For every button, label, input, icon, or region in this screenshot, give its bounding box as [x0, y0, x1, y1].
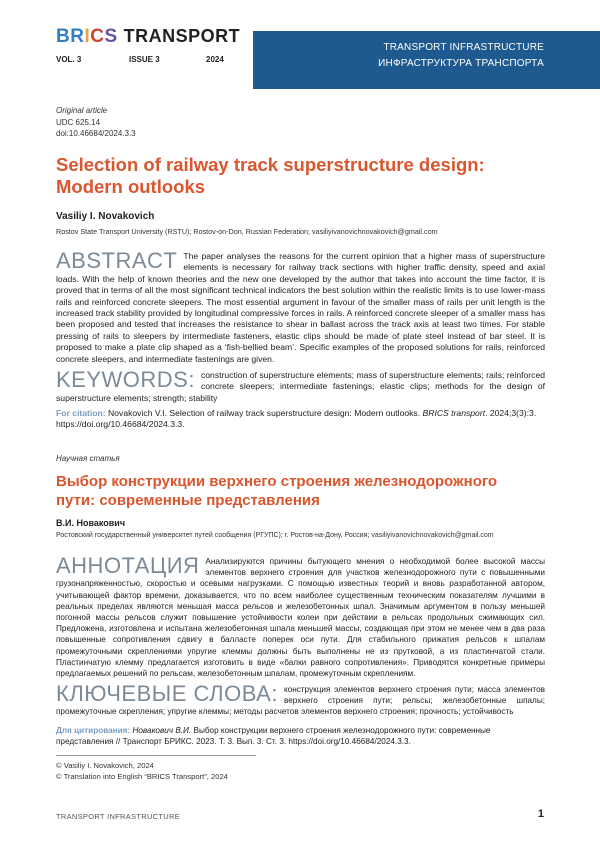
logo-part: C: [90, 26, 105, 47]
page-number: 1: [537, 808, 544, 820]
keywords-ru: [56, 681, 545, 718]
udc: UDC 625.14: [56, 118, 101, 127]
logo-part: I: [84, 26, 91, 47]
keywords-label-ru: КЛЮЧЕВЫЕ СЛОВА:: [56, 681, 278, 706]
doi: doi:10.46684/2024.3.3: [56, 129, 136, 138]
keywords-en: [56, 367, 545, 404]
copyright-line-1: © Vasiliy I. Novakovich, 2024: [56, 761, 154, 770]
author-ru: В.И. Новакович: [56, 518, 126, 528]
volume-label: VOL. 3: [56, 55, 82, 64]
logo-word: TRANSPORT: [123, 26, 241, 46]
footer-section: TRANSPORT INFRASTRUCTURE: [56, 812, 181, 821]
section-title-en: TRANSPORT INFRASTRUCTURE: [383, 42, 544, 53]
affiliation-ru: Ростовский государственный университет путей сообщения (РГУПС); г. Ростов-на-Дону, Россия; vasiliyivanovichnovakovich@gmail.com: [56, 532, 494, 539]
citation-en: [56, 408, 545, 431]
citation-main: Novakovich V.I. Selection of railway track superstructure design: Modern outlooks.: [108, 408, 421, 418]
journal-logo: [56, 26, 240, 48]
citation-journal: BRICS transport: [422, 408, 486, 418]
abstract-label-ru: АННОТАЦИЯ: [56, 553, 200, 578]
article-type: Original article: [56, 106, 108, 115]
citation-ru: [56, 725, 545, 747]
logo-part: BR: [56, 26, 85, 47]
abstract-ru: [56, 553, 545, 679]
affiliation-en: Rostov State Transport University (RSTU); Rostov-on-Don, Russian Federation; vasiliyivanovichnovakovich@gmail.com: [56, 227, 438, 236]
logo-part: S: [104, 26, 118, 47]
article-type-ru: Научная статья: [56, 454, 120, 463]
abstract-label: ABSTRACT: [56, 248, 178, 273]
section-title-ru: ИНФРАСТРУКТУРА ТРАНСПОРТА: [378, 58, 544, 69]
year-label: 2024: [206, 55, 224, 64]
author-en: Vasiliy I. Novakovich: [56, 211, 155, 222]
abstract-text: The paper analyses the reasons for the current opinion that a higher mass of superstructure elements is necessary for railway track sections with higher traffic density, speed and axial loads. With the help of known theories and the new one developed by the author that takes into account the time factor, it is proved that in terms of all the most significant technical indicators the best solution within the realistic limits is to use lower-mass rails and reinforced concrete sleepers. The most essential argument in favour of the smaller mass of rails per unit length is the increased track stability provided by longitudinal compressive forces in rails. A reinforced concrete sleeper of a smaller mass has been proposed and tested that increases the resistance to shear in ballast across the track axis at least two times. For stable pressing of rails to sleepers by intermediate fasteners, elastic clips should be made of plate steel instead of bar steel. It is proposed to make a plate clip shaped as a ‘fish-bellied beam’. Specific examples of the proposed solutions for rails, reinforced concrete sleepers, and intermediate fastenings are given.: [56, 251, 545, 364]
copyright-divider: [56, 755, 256, 756]
keywords-label: KEYWORDS:: [56, 367, 195, 392]
citation-label: For citation:: [56, 408, 106, 418]
citation-tail: . 2024;3(3):3. https://doi.org/10.46684/2024.3.3.: [56, 408, 537, 430]
citation-label-ru: Для цитирования:: [56, 726, 131, 735]
keywords-text-ru: конструкция элементов верхнего строения пути; масса элементов верхнего строения пути; рельсы; железобетонные шпалы; промежуточные скрепления; упругие клеммы; методы расчетов элементов верхнего строения; прочность; устойчивость: [56, 685, 545, 717]
citation-author-ru: Новакович В.И.: [132, 726, 192, 735]
abstract-text-ru: Анализируются причины бытующего мнения о необходимой более высокой массы элементов верхнего строения для участков железнодорожного пути с повышенными грузонапряженностью, скоростью и осевыми нагрузками. С помощью известных теорий и вновь разработанной автором, учитывающей фактор времени, доказывается, что по всем наиболее существенным техническим показателям лучшими в реальных пределах являются меньшая масса рельсов и железобетонных шпал. Значимым аргументом в пользу меньшей погонной массы рельсов служит повышение устойчивости колеи при действии в рельсах продольных сжимающих сил. Предложена, изготовлена и испытана железобетонная шпала меньшей массы, создающая при этом не менее чем в два раза повышенные сопротивления сдвигу в балласте поперек оси пути. Для стабильного прижатия рельсов к шпалам промежуточными скреплениями упругие клеммы должны быть выполнены не из прутковой, а из пластинчатой стали. Пластинчатую клемму предлагается изготовить в виде «балки равного сопротивления». Приводятся конкретные примеры предлагаемых решений по рельсам, железобетонным шпалам, промежуточным скреплениям.: [56, 557, 545, 679]
article-title-ru: Выбор конструкции верхнего строения железнодорожного пути: современные представления: [56, 473, 498, 509]
abstract-en: [56, 248, 545, 365]
keywords-text: construction of superstructure elements; mass of superstructure elements; rails; reinforced concrete sleepers; intermediate fastenings; elastic clips; methods for the design of superstructure elements; strength; stability: [56, 370, 545, 403]
article-title-en: Selection of railway track superstructure design: Modern outlooks: [56, 154, 485, 197]
citation-tail-ru: Выбор конструкции верхнего строения железнодорожного пути: современные представления // Транспорт БРИКС. 2023. Т. 3. Вып. 3. Ст. 3. https://doi.org/10.46684/2024.3.3.: [56, 726, 491, 746]
issue-label: ISSUE 3: [129, 55, 160, 64]
copyright-line-2: © Translation into English “BRICS Transport”, 2024: [56, 772, 228, 781]
